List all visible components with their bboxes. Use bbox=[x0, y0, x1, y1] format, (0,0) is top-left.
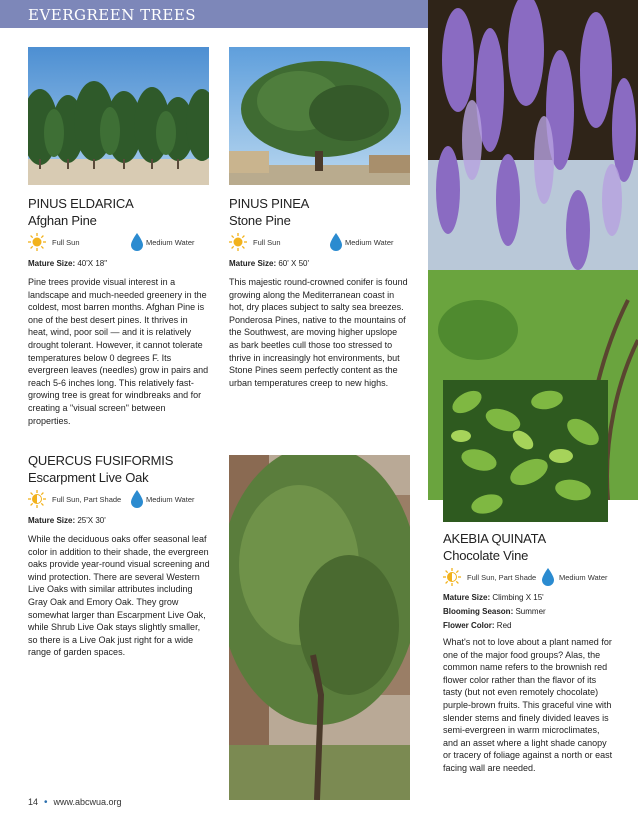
plant-2-mature-size bbox=[229, 258, 309, 270]
page-number: 14 bbox=[28, 797, 39, 807]
plant-2-latin-name: PINUS PINEA bbox=[229, 196, 310, 211]
mature-size-value: 60' X 50' bbox=[278, 259, 309, 268]
plant-4-sun-label: Full Sun, Part Shade bbox=[467, 573, 537, 582]
plant-1-title bbox=[28, 195, 134, 229]
plant-4-blooming-season bbox=[443, 606, 546, 618]
plant-1-requirements bbox=[28, 233, 209, 253]
bullet-icon: • bbox=[44, 797, 48, 808]
flower-color-label: Flower Color: bbox=[443, 621, 495, 630]
website-link[interactable]: www.abcwua.org bbox=[53, 797, 122, 807]
mature-size-value: 40'X 18" bbox=[77, 259, 108, 268]
plant-1-sun-label: Full Sun bbox=[52, 238, 80, 247]
plant-1-water-label: Medium Water bbox=[146, 238, 195, 247]
plant-4-common-name: Chocolate Vine bbox=[443, 548, 529, 563]
plant-1-description: Pine trees provide visual interest in a landscape and much-needed greenery in the coldest, most barren months. Afghan Pine is one of the best desert pines. It thrives in heat, wind, poor soil — and it is relatively drought tolerant. However, it cannot tolerate temperatures below 0 degrees F. Its evergreen leaves (needles) grow in pairs and reach 5-6 inches long. This relatively fast-growing tree is great for windbreaks and for creating a "visual screen" between properties. bbox=[28, 277, 209, 426]
mature-size-value: Climbing X 15' bbox=[492, 593, 544, 602]
plant-2-title bbox=[229, 195, 309, 229]
mature-size-label: Mature Size: bbox=[28, 259, 76, 268]
section-title: EVERGREEN TREES bbox=[28, 6, 197, 24]
sun-icon bbox=[28, 233, 46, 251]
plant-3-mature-size bbox=[28, 515, 106, 527]
akebia-photo bbox=[443, 380, 608, 522]
water-drop-icon bbox=[130, 233, 144, 251]
live-oak-photo bbox=[229, 455, 410, 800]
stone-pine-photo bbox=[229, 47, 410, 185]
plant-3-common-name: Escarpment Live Oak bbox=[28, 470, 149, 485]
sun-icon bbox=[229, 233, 247, 251]
mature-size-label: Mature Size: bbox=[443, 593, 491, 602]
page-footer bbox=[28, 797, 122, 808]
plant-3-requirements bbox=[28, 490, 209, 510]
plant-3-title bbox=[28, 452, 173, 486]
blooming-season-label: Blooming Season: bbox=[443, 607, 514, 616]
blooming-season-value: Summer bbox=[515, 607, 546, 616]
plant-2-water-label: Medium Water bbox=[345, 238, 394, 247]
plant-4-requirements bbox=[443, 568, 623, 588]
flower-color-value: Red bbox=[496, 621, 512, 630]
plant-2-description: This majestic round-crowned conifer is found growing along the Mediterranean coast in hot, dry places subject to salty sea breezes. Ponderosa Pines, native to the mountains of the Southwest, are moving higher upslope as bark beetles cull those too stressed to thrive in increasingly hot environments, but Stone Pines seem perfectly content as the urban temperatures creep to new highs. bbox=[229, 277, 408, 388]
plant-4-description: What's not to love about a plant named for one of the major food groups? Alas, the common name refers to the brownish red flower color rather than the flavor of its tasty (but not even remotely chocolate) purple-brown fruits. This graceful vine with slender stems and finely divided leaves is semi-evergreen in warm microclimates, and an asset where a light shade canopy or tracery of foliage against a north or east facing wall are needed. bbox=[443, 637, 613, 773]
plant-3-description: While the deciduous oaks offer seasonal leaf color in addition to their shade, the evergreen oaks provide year-round visual screening and wind protection. There are several Western Live Oaks with similar attributes including Gray Oak and Emory Oak. They grow somewhat larger than Escarpment Live Oak, while Shrub Live Oak stays slightly smaller, so there is a Live Oak just right for a wide range of garden spaces. bbox=[28, 534, 210, 658]
plant-2-common-name: Stone Pine bbox=[229, 213, 291, 228]
sun-icon bbox=[443, 568, 461, 586]
plant-4-water-label: Medium Water bbox=[559, 573, 608, 582]
plant-1-common-name: Afghan Pine bbox=[28, 213, 97, 228]
mature-size-label: Mature Size: bbox=[229, 259, 277, 268]
plant-1-latin-name: PINUS ELDARICA bbox=[28, 196, 134, 211]
mature-size-value: 25'X 30' bbox=[77, 516, 106, 525]
plant-4-mature-size bbox=[443, 592, 546, 604]
section-header-bar bbox=[0, 0, 428, 28]
plant-3-sun-label: Full Sun, Part Shade bbox=[52, 495, 122, 504]
water-drop-icon bbox=[329, 233, 343, 251]
sun-icon bbox=[28, 490, 46, 508]
plant-4-latin-name: AKEBIA QUINATA bbox=[443, 531, 546, 546]
plant-2-sun-label: Full Sun bbox=[253, 238, 281, 247]
plant-3-water-label: Medium Water bbox=[146, 495, 195, 504]
water-drop-icon bbox=[541, 568, 555, 586]
water-drop-icon bbox=[130, 490, 144, 508]
plant-1-mature-size bbox=[28, 258, 107, 270]
plant-2-requirements bbox=[229, 233, 410, 253]
plant-3-latin-name: QUERCUS FUSIFORMIS bbox=[28, 453, 174, 468]
afghan-pine-photo bbox=[28, 47, 209, 185]
plant-4-title bbox=[443, 530, 546, 564]
mature-size-label: Mature Size: bbox=[28, 516, 76, 525]
plant-4-details bbox=[443, 592, 546, 632]
plant-4-flower-color bbox=[443, 620, 546, 632]
